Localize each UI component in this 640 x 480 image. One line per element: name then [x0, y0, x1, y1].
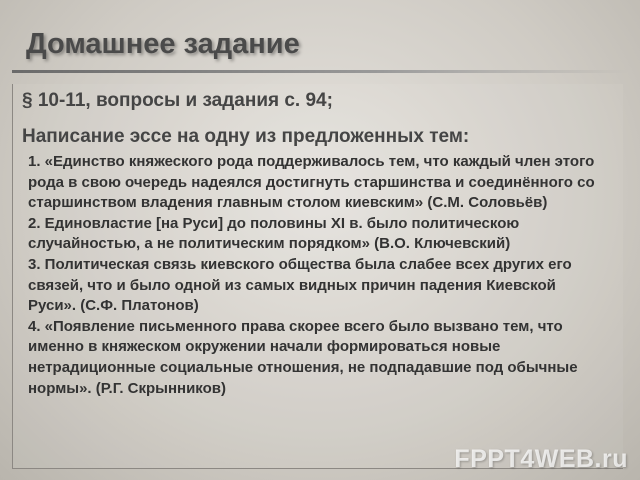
essay-topic-1: 1. «Единство княжеского рода поддерживалось тем, что каждый член этого рода в свою очередь надеялся достигнуть старшинства и соединённого со старшинством владения главным столом киевским» (С.М. Соловьёв) [28, 153, 595, 212]
essay-topic-4: 4. «Появление письменного права скорее всего было вызвано тем, что именно в княжеском окружении начали формироваться новые нетрадиционные социальные отношения, не подпадавшие под обычные нормы». (Р.Г. Скрынников) [28, 317, 578, 397]
homework-line: § 10-11, вопросы и задания с. 94; [22, 90, 333, 111]
essay-intro: Написание эссе на одну из предложенных тем: [22, 126, 470, 147]
title-underline [12, 70, 628, 73]
essay-topic-3: 3. Политическая связь киевского общества была слабее всех других его связей, что и было одной из самых видных причин падения Киевской Руси». (С.Ф. Платонов) [28, 255, 572, 315]
essay-topic-2: 2. Единовластие [на Руси] до половины XI в. было политическою случайностью, а не политическим порядком» (В.О. Ключевский) [28, 214, 520, 253]
essay-topic-list [28, 152, 608, 399]
slide-title: Домашнее задание [26, 28, 300, 60]
watermark: FPPT4WEB.ru [454, 445, 628, 473]
